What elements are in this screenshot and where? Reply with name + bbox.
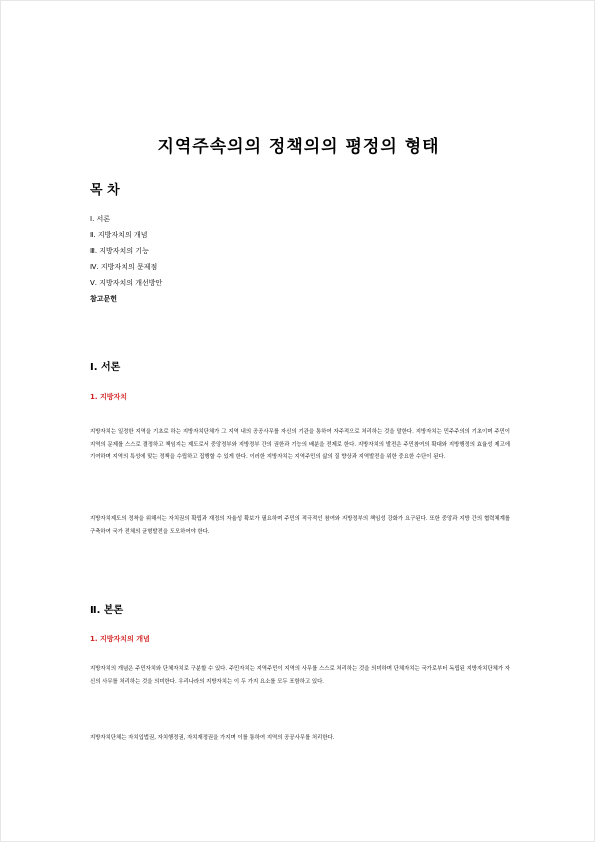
document-title: 지역주속의의 정책의의 평정의 형태 — [157, 137, 440, 157]
body-paragraph: 지방자치단체는 자치입법권, 자치행정권, 자치재정권을 가지며 이를 통하여 지역의 공공사무를 처리한다. — [90, 735, 335, 741]
section-heading-intro: Ⅰ. 서론 — [90, 362, 121, 373]
table-of-contents — [90, 211, 162, 307]
toc-heading: 목 차 — [90, 183, 120, 198]
body-paragraph: 지방자치의 개념은 주민자치와 단체자치로 구분할 수 있다. 주민자치는 지역주민이 지역의 사무를 스스로 처리하는 것을 의미하며 단체자치는 국가로부터 독립된 지방자치단체가 자신의 사무를 처리하는 것을 의미한다. 우리나라의 지방자치는 이 두 가지 요소를 모두 포함하고 있다. — [90, 666, 510, 685]
body-paragraph: 지방자치는 일정한 지역을 기초로 하는 지방자치단체가 그 지역 내의 공공사무를 자신의 기관을 통하여 자주적으로 처리하는 것을 말한다. 지방자치는 민주주의의 기초이며 주민이 지역의 문제를 스스로 결정하고 책임지는 제도로서 중앙정부와 지방정부 간의 권한과 기능의 배분을 전제로 한다. 지방자치의 발전은 주민참여의 확대와 지방행정의 효율성 제고에 기여하며 지역의 특성에 맞는 정책을 수립하고 집행할 수 있게 한다. 이러한 지방자치는 지역주민의 삶의 질 향상과 지역발전을 위한 중요한 수단이 된다. — [90, 429, 510, 460]
toc-item: Ⅰ. 서론 — [90, 215, 111, 223]
subsection-heading: 1. 지방자치 — [90, 393, 128, 401]
body-paragraph: 지방자치제도의 정착을 위해서는 자치권의 확립과 재정의 자율성 확보가 필요하며 주민의 적극적인 참여와 지방정부의 책임성 강화가 요구된다. 또한 중앙과 지방 간의 협력체계를 구축하여 국가 전체의 균형발전을 도모하여야 한다. — [90, 516, 510, 535]
toc-item: Ⅱ. 지방자치의 개념 — [90, 231, 148, 239]
toc-item: Ⅳ. 지방자치의 문제점 — [90, 263, 158, 271]
subsection-heading: 1. 지방자치의 개념 — [90, 635, 150, 643]
section-heading-body: Ⅱ. 본론 — [90, 605, 124, 616]
toc-item: Ⅴ. 지방자치의 개선방안 — [90, 279, 163, 287]
toc-item-references: 참고문헌 — [90, 295, 118, 303]
toc-item: Ⅲ. 지방자치의 기능 — [90, 247, 149, 255]
